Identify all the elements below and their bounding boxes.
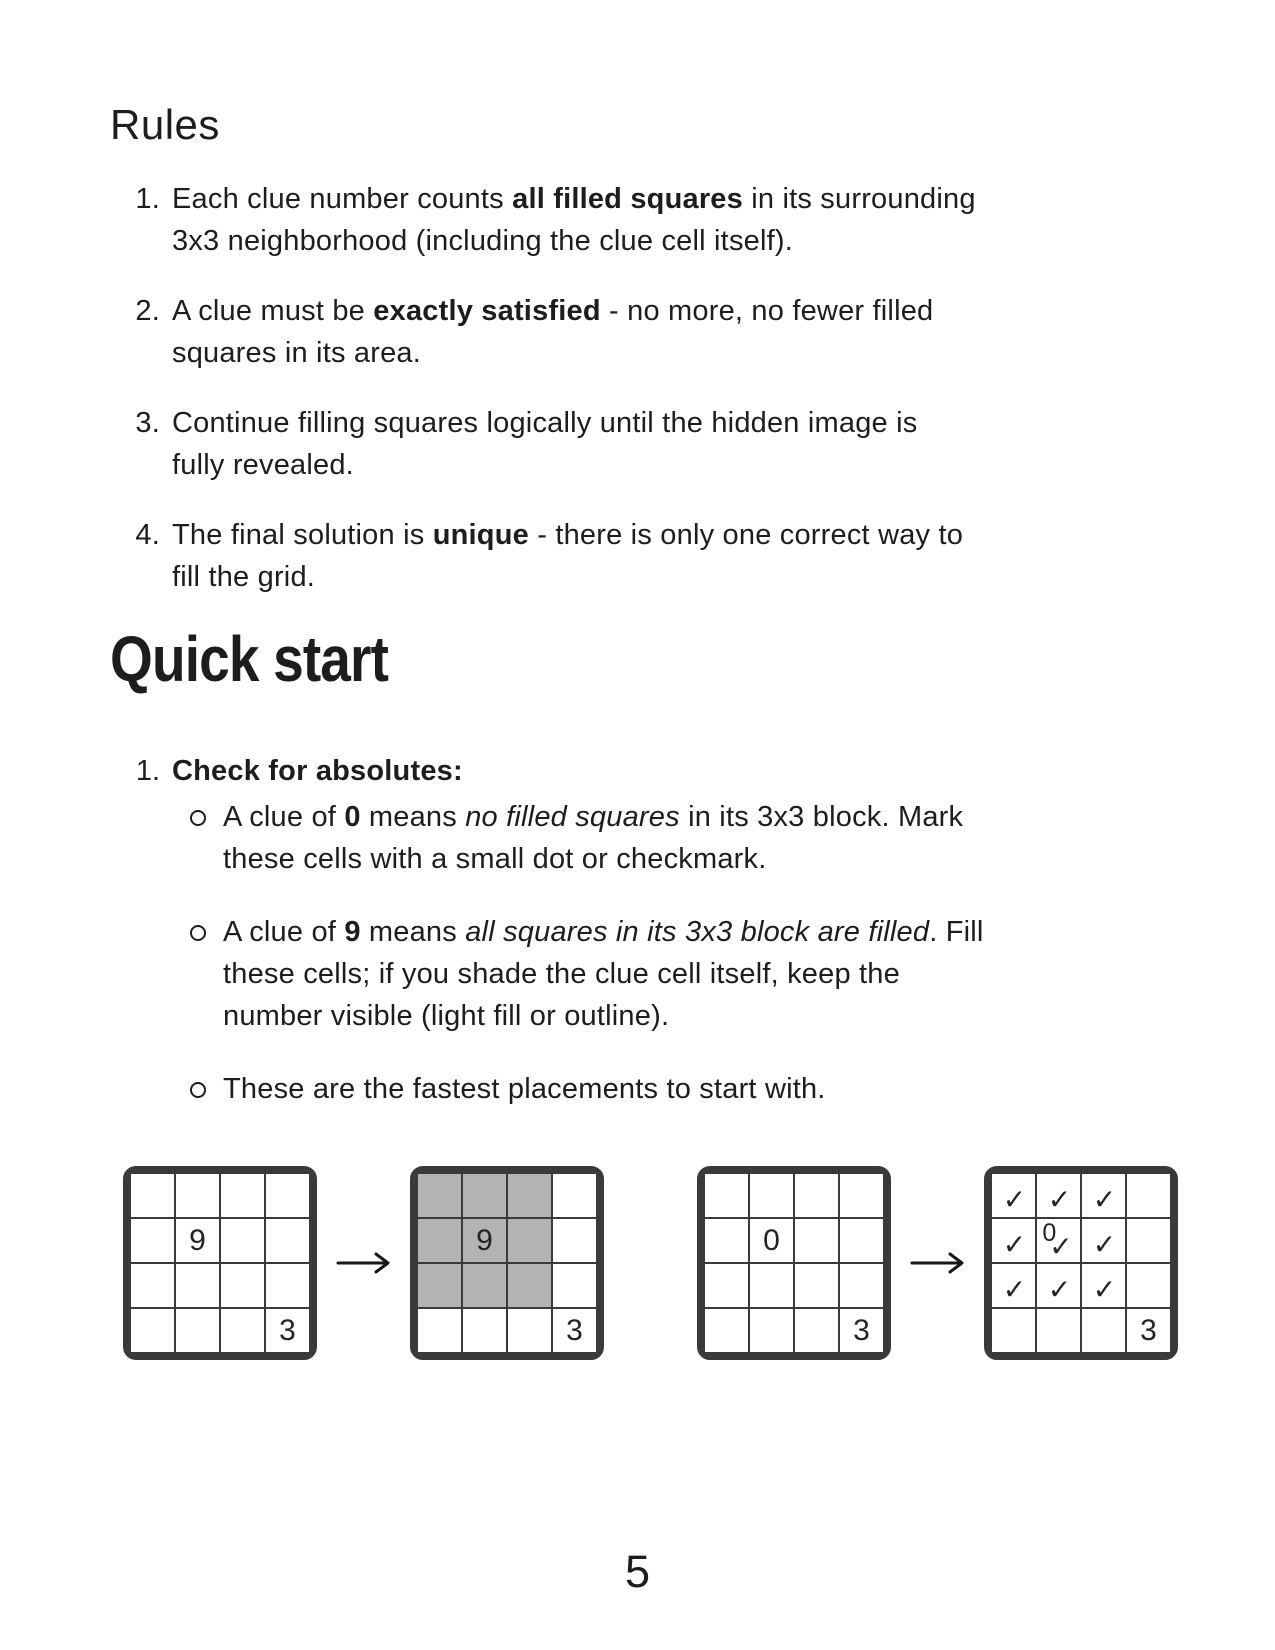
grid-zero-clue-before [697, 1166, 891, 1360]
page-number: 5 [624, 1546, 651, 1597]
grid-cell [131, 1309, 174, 1352]
rule-item [110, 178, 1180, 262]
grid-cell [266, 1264, 309, 1307]
grid-cell [463, 1264, 506, 1307]
arrow-right-icon [891, 1250, 984, 1276]
grid-cell [221, 1264, 264, 1307]
checkmark-icon: ✓ [1049, 1231, 1073, 1262]
grid-cell [508, 1264, 551, 1307]
rule-number: 1. [135, 183, 160, 215]
grid-cell [750, 1264, 793, 1307]
grid-cell [750, 1309, 793, 1352]
step-title: Check for absolutes: [172, 755, 463, 787]
example-grids-row [123, 1166, 1275, 1360]
checkmark-icon: ✓ [1047, 1274, 1072, 1305]
grid-cell [750, 1174, 793, 1217]
bullet-item [190, 796, 1190, 880]
rule-item [110, 402, 1180, 486]
grid-cell [176, 1309, 219, 1352]
grid-cell [992, 1309, 1035, 1352]
rule-item [110, 514, 1180, 598]
grid-cell [131, 1219, 174, 1262]
grid-cell [266, 1309, 309, 1352]
rule-number: 3. [135, 407, 160, 439]
grid-cell [463, 1309, 506, 1352]
grid-cell [176, 1174, 219, 1217]
grid-cell [131, 1174, 174, 1217]
grid-cell [705, 1174, 748, 1217]
bullet-text: These are the fastest placements to start with. [223, 1073, 826, 1105]
grid-cell [1082, 1309, 1125, 1352]
rules-heading: Rules [110, 101, 220, 148]
grid-cell [176, 1219, 219, 1262]
grid-cell [1127, 1219, 1170, 1262]
grid-cell [463, 1174, 506, 1217]
grid-cell [705, 1219, 748, 1262]
grid-cell [1127, 1174, 1170, 1217]
grid-cell [1127, 1309, 1170, 1352]
grid-cell [1082, 1174, 1125, 1217]
grid-cell [418, 1219, 461, 1262]
step-number: 1. [135, 755, 160, 787]
grid-cell [266, 1174, 309, 1217]
grid-cell [418, 1174, 461, 1217]
bullet-text: A clue of 0 means no filled squares in its 3x3 block. Mark these cells with a small dot or checkmark. [223, 801, 964, 875]
grid-cell [418, 1264, 461, 1307]
bullet-item [190, 1068, 1190, 1110]
grid-cell [705, 1309, 748, 1352]
arrow-right-icon [317, 1250, 410, 1276]
grid-cell [840, 1309, 883, 1352]
grid-cell [463, 1219, 506, 1262]
grid-cell [508, 1219, 551, 1262]
grid-cell [992, 1264, 1035, 1307]
grid-cell [176, 1264, 219, 1307]
grid-cell [795, 1174, 838, 1217]
grid-cell [1037, 1264, 1080, 1307]
checkmark-icon: ✓ [1002, 1229, 1027, 1260]
grid-cell [705, 1264, 748, 1307]
bullet-item [190, 911, 1190, 1037]
clue-number: 3 [1140, 1313, 1157, 1347]
rule-number: 4. [135, 519, 160, 551]
rule-text: Continue filling squares logically until the hidden image is fully revealed. [172, 407, 918, 481]
clue-number: 3 [853, 1313, 870, 1347]
checkmark-icon: ✓ [1002, 1274, 1027, 1305]
rule-text: The final solution is unique - there is only one correct way to fill the grid. [172, 519, 964, 593]
grid-cell [553, 1174, 596, 1217]
grid-cell [840, 1219, 883, 1262]
grid-cell [1082, 1219, 1125, 1262]
grid-zero-clue-after [984, 1166, 1178, 1360]
quickstart-heading: Quick start [110, 623, 389, 695]
grid-cell [553, 1219, 596, 1262]
grid-cell [221, 1309, 264, 1352]
grid-cell [1037, 1309, 1080, 1352]
bullet-text: A clue of 9 means all squares in its 3x3 block are filled. Fill these cells; if you shade the clue cell itself, keep the number visible (light fill or outline). [223, 916, 984, 1032]
grid-nine-clue-before [123, 1166, 317, 1360]
rule-item [110, 290, 1180, 374]
grid-cell [795, 1264, 838, 1307]
checkmark-icon: ✓ [1002, 1184, 1027, 1215]
circle-bullet-icon [190, 1082, 206, 1098]
grid-cell [418, 1309, 461, 1352]
rules-list [110, 178, 1180, 598]
grid-cell [131, 1264, 174, 1307]
quickstart-bullet-list [190, 796, 1190, 1110]
grid-cell [1037, 1174, 1080, 1217]
grid-cell [508, 1174, 551, 1217]
checkmark-icon: ✓ [1092, 1229, 1117, 1260]
checkmark-icon: ✓ [1092, 1274, 1117, 1305]
grid-cell [553, 1264, 596, 1307]
grid-cell [1037, 1219, 1080, 1262]
grid-cell [992, 1219, 1035, 1262]
grid-cell [840, 1264, 883, 1307]
rule-number: 2. [135, 295, 160, 327]
grid-cell [840, 1174, 883, 1217]
quickstart-step [110, 750, 1275, 792]
grid-cell [508, 1309, 551, 1352]
grid-cell [1127, 1264, 1170, 1307]
clue-number: 9 [189, 1223, 206, 1257]
grid-cell [221, 1174, 264, 1217]
grid-cell [992, 1174, 1035, 1217]
clue-number: 0 [1042, 1219, 1057, 1247]
circle-bullet-icon [190, 810, 206, 826]
grid-cell [795, 1309, 838, 1352]
grid-nine-clue-after [410, 1166, 604, 1360]
clue-number: 9 [476, 1223, 493, 1257]
rule-text: A clue must be exactly satisfied - no more, no fewer filled squares in its area. [172, 295, 934, 369]
grid-cell [221, 1219, 264, 1262]
grid-cell [795, 1219, 838, 1262]
grid-cell [553, 1309, 596, 1352]
grid-cell [1082, 1264, 1125, 1307]
clue-number: 3 [566, 1313, 583, 1347]
clue-number: 3 [279, 1313, 296, 1347]
grid-cell [266, 1219, 309, 1262]
checkmark-icon: ✓ [1047, 1184, 1072, 1215]
clue-number: 0 [763, 1223, 780, 1257]
rule-text: Each clue number counts all filled squares in its surrounding 3x3 neighborhood (including the clue cell itself). [172, 183, 976, 257]
checkmark-icon: ✓ [1092, 1184, 1117, 1215]
circle-bullet-icon [190, 925, 206, 941]
grid-cell [750, 1219, 793, 1262]
